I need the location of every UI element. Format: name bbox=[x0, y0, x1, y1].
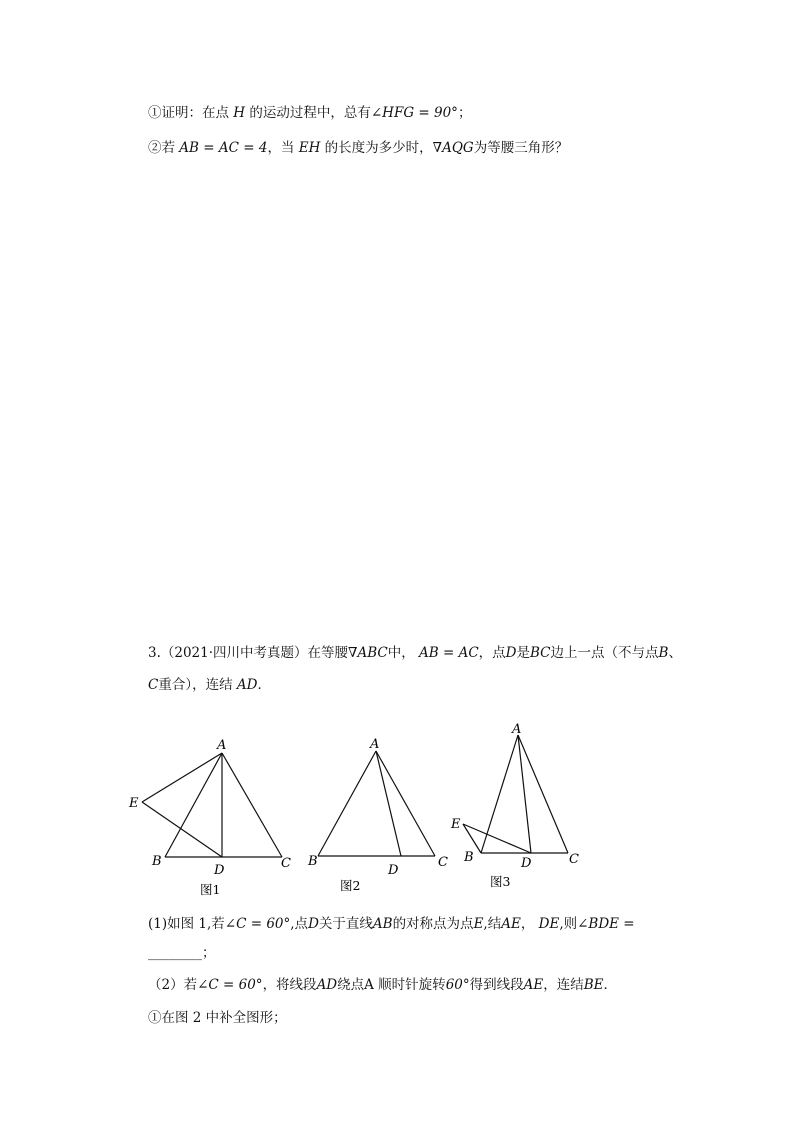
fig2-label-c: C bbox=[438, 855, 448, 870]
fig2-edge-ac bbox=[376, 751, 435, 856]
math-expression: 60° bbox=[445, 977, 470, 993]
fig1-segment-ae bbox=[142, 753, 222, 802]
geometry-figures bbox=[120, 718, 620, 898]
q3-part1-answer-blank: ________； bbox=[148, 945, 216, 961]
fig1-edge-ac bbox=[222, 753, 282, 857]
q3-part1: (1)如图 1,若∠C = 60°,点D关于直线AB的对称点为点E,结AE， DE,则∠BDE = bbox=[148, 916, 635, 932]
math-expression: ∇AQG bbox=[432, 140, 474, 156]
fig2-caption: 图2 bbox=[340, 878, 361, 893]
math-expression: AB = AC = 4 bbox=[179, 140, 268, 156]
fig3-label-c: C bbox=[569, 852, 579, 867]
math-expression: AB = AC bbox=[419, 645, 479, 661]
figure-1 bbox=[142, 753, 282, 857]
answer-blank: ________ bbox=[148, 945, 202, 961]
q3-statement-line1: 3.（2021·四川中考真题）在等腰∇ABC中， AB = AC，点D是BC边上一点（不与点B、 bbox=[148, 645, 682, 661]
circled-number: ① bbox=[148, 105, 162, 121]
fig1-label-c: C bbox=[281, 856, 291, 871]
circled-number: ① bbox=[148, 1010, 162, 1026]
q3-part2-sub1: ①在图 2 中补全图形； bbox=[148, 1010, 287, 1026]
fig3-label-b: B bbox=[464, 850, 474, 865]
fig3-edge-ab bbox=[481, 735, 518, 853]
fig1-label-a: A bbox=[217, 738, 227, 753]
q2-part1: ①证明：在点 H 的运动过程中，总有∠HFG = 90°； bbox=[148, 105, 472, 121]
fig3-label-d: D bbox=[521, 856, 532, 871]
math-expression: ∠HFG = 90° bbox=[370, 105, 458, 121]
fig3-segment-ad bbox=[518, 735, 531, 853]
figure-2 bbox=[318, 751, 435, 856]
fig3-edge-ac bbox=[518, 735, 568, 853]
circled-number: ② bbox=[148, 140, 162, 156]
fig3-caption: 图3 bbox=[490, 874, 511, 889]
fig2-label-d: D bbox=[388, 863, 399, 878]
q3-part2: （2）若∠C = 60°，将线段AD绕点A 顺时针旋转60°得到线段AE，连结BE． bbox=[148, 977, 618, 993]
fig3-label-a: A bbox=[512, 722, 522, 737]
fig1-segment-ed bbox=[142, 802, 222, 857]
fig1-label-e: E bbox=[129, 796, 139, 811]
q2-part2: ②若 AB = AC = 4，当 EH 的长度为多少时，∇AQG为等腰三角形？ bbox=[148, 140, 569, 156]
math-expression: ∠BDE = bbox=[577, 916, 635, 932]
fig2-label-a: A bbox=[370, 737, 380, 752]
fig1-edge-ab bbox=[165, 753, 222, 857]
q3-statement-line2: C重合），连结 AD． bbox=[148, 677, 271, 693]
figure-3 bbox=[463, 735, 568, 853]
fig1-label-b: B bbox=[152, 854, 162, 869]
fig2-label-b: B bbox=[308, 854, 318, 869]
math-expression: ∠C = 60° bbox=[224, 916, 291, 932]
fig1-label-d: D bbox=[214, 863, 225, 878]
math-expression: ∇ABC bbox=[348, 645, 388, 661]
fig2-edge-ab bbox=[318, 751, 376, 856]
fig3-label-e: E bbox=[451, 817, 461, 832]
math-expression: ∠C = 60° bbox=[197, 977, 263, 993]
fig1-caption: 图1 bbox=[200, 882, 221, 897]
fig3-segment-ed bbox=[463, 824, 531, 853]
fig2-segment-ad bbox=[376, 751, 401, 856]
